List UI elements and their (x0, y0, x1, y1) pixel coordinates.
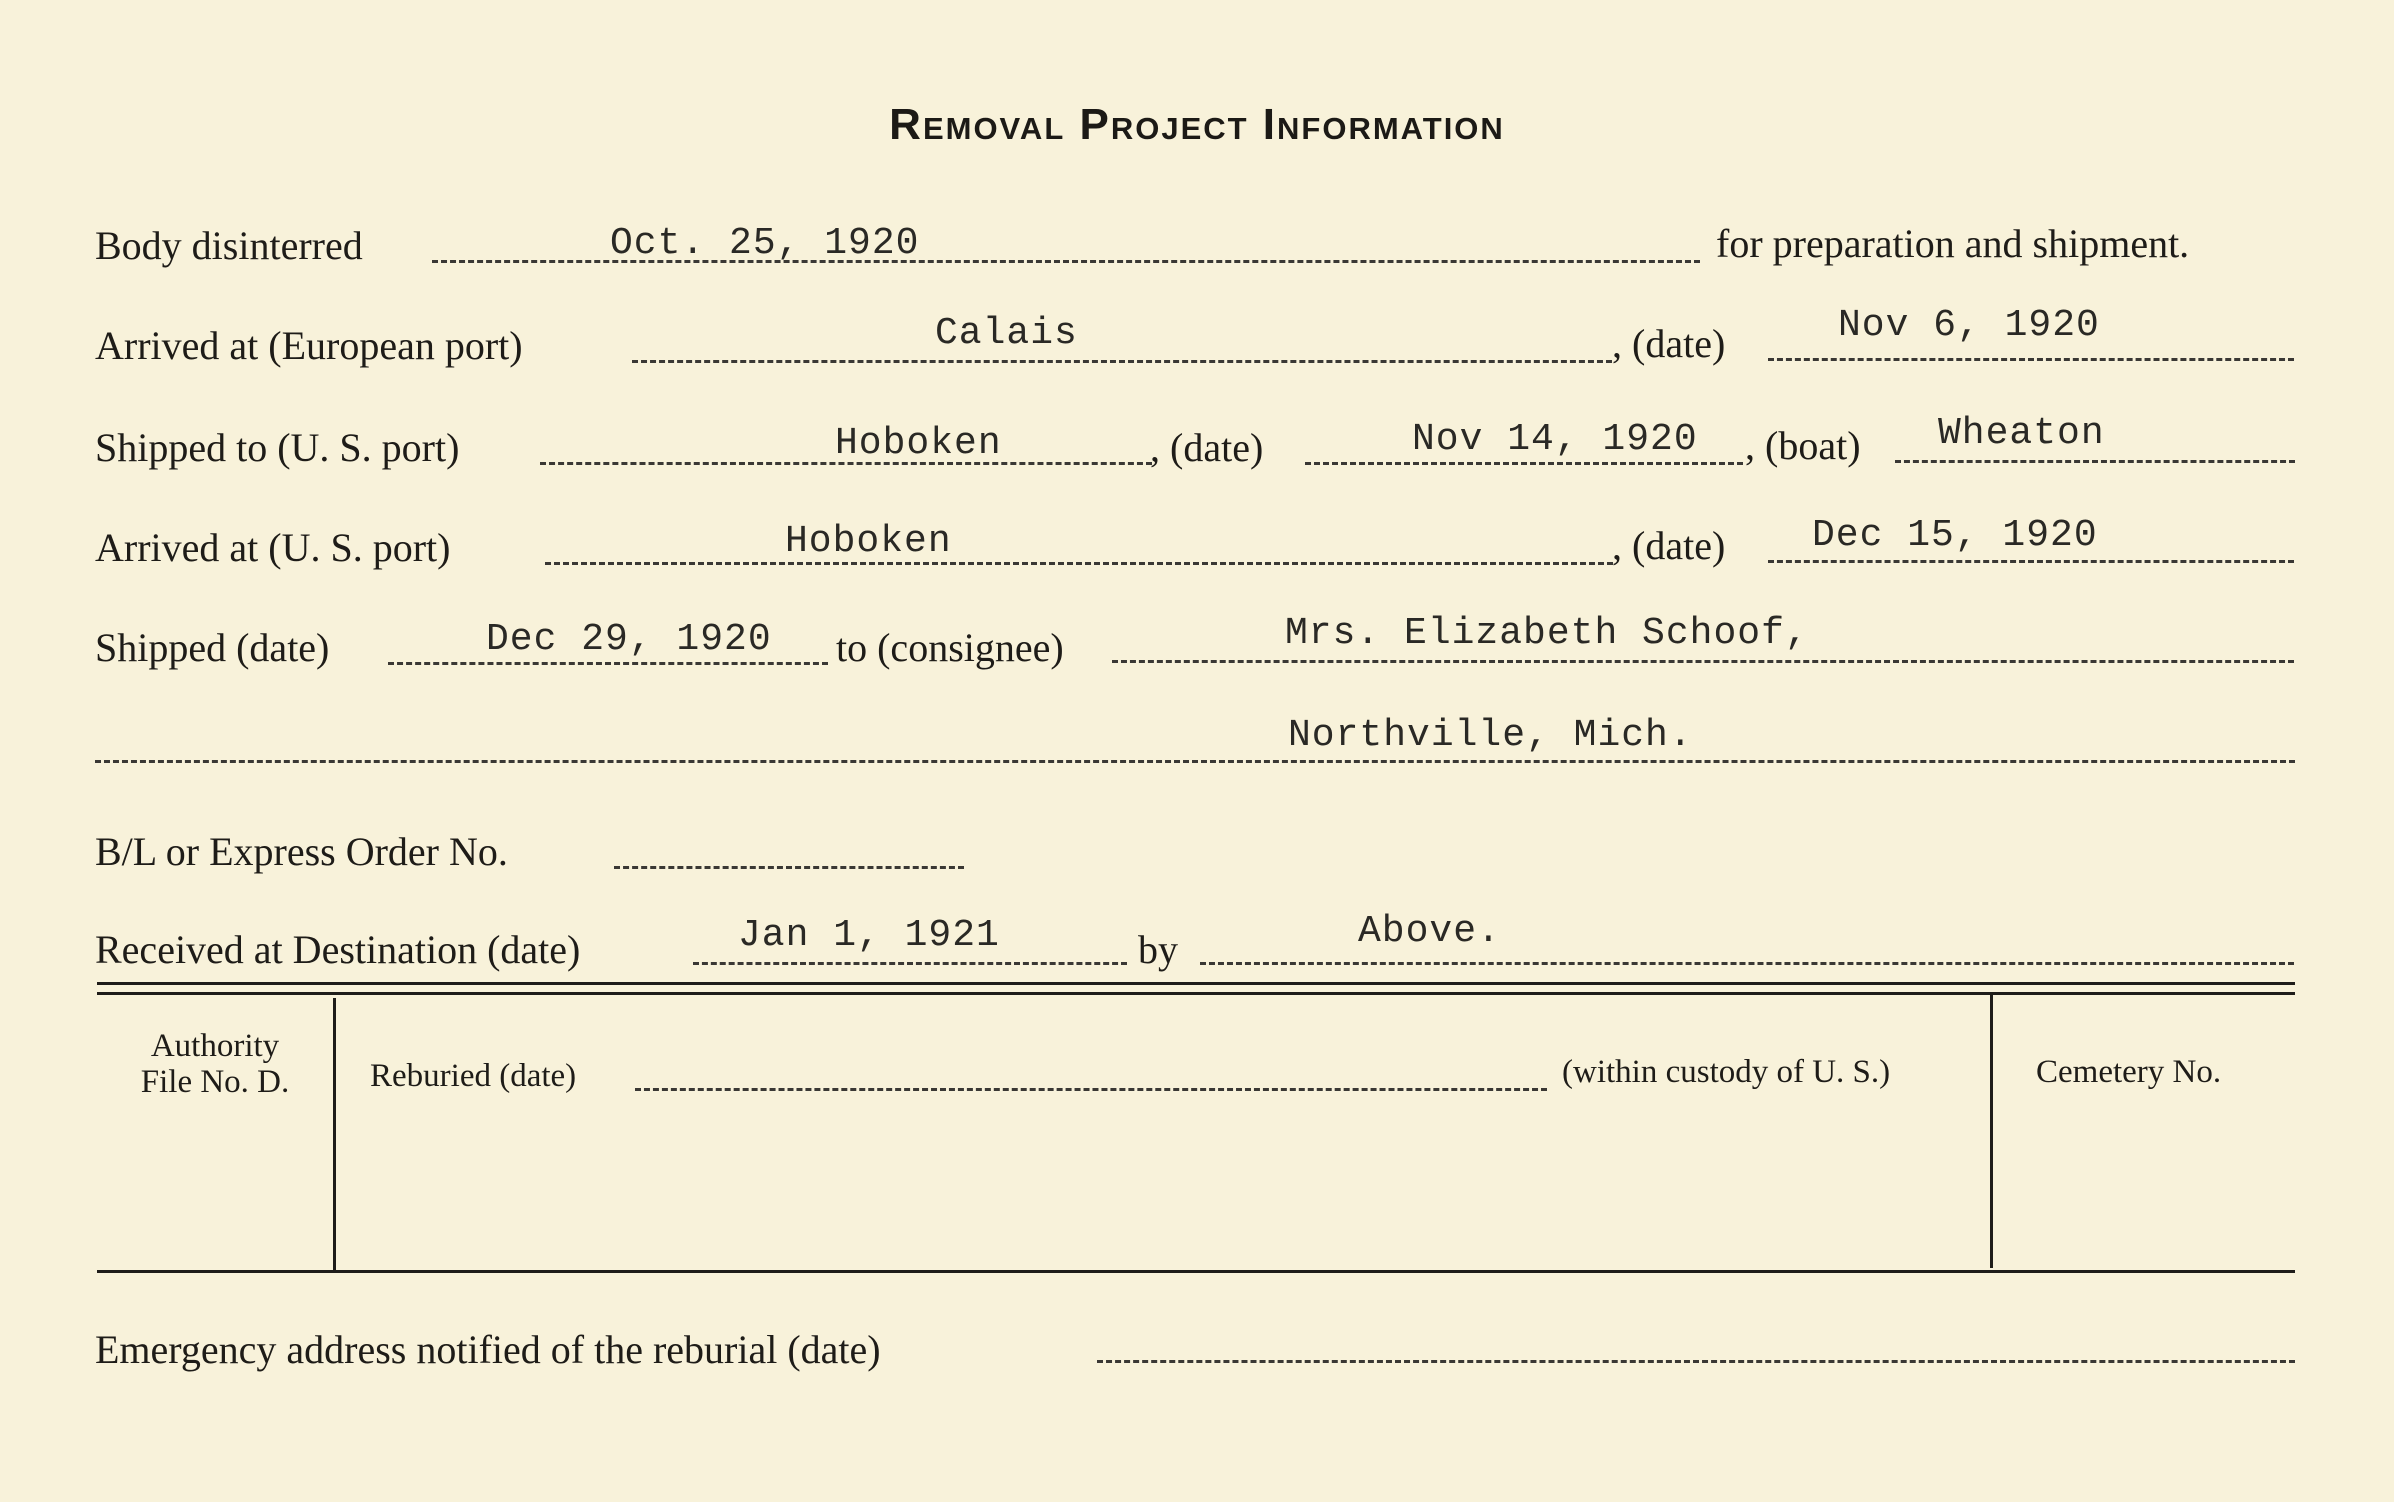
emergency-address-label: Emergency address notified of the reburial (date) (95, 1327, 881, 1372)
authority-file-label (97, 1028, 333, 1100)
shipped-to-us-port-value: Hoboken (835, 422, 1002, 465)
authority-line-2: File No. D. (140, 1064, 290, 1100)
reburied-date-label: Reburied (date) (370, 1058, 577, 1094)
shipped-date-value: Nov 14, 1920 (1412, 418, 1698, 461)
european-port-date-label: , (date) (1612, 321, 1726, 366)
custody-label: (within custody of U. S.) (1562, 1054, 1891, 1090)
bl-express-order-line (614, 866, 964, 869)
body-disinterred-value: Oct. 25, 1920 (610, 222, 920, 265)
arrived-us-port-line (545, 562, 1613, 565)
cemetery-no-label: Cemetery No. (2036, 1054, 2222, 1090)
arrived-us-date-label: , (date) (1612, 523, 1726, 568)
emergency-address-line (1097, 1360, 2295, 1363)
european-port-date-value: Nov 6, 1920 (1838, 304, 2100, 347)
preparation-shipment-label: for preparation and shipment. (1716, 221, 2190, 266)
european-port-line (632, 360, 1612, 363)
shipped-date-label: , (date) (1150, 425, 1264, 470)
table-bottom-rule (97, 1270, 2295, 1273)
arrived-us-date-line (1768, 560, 2294, 563)
received-destination-label: Received at Destination (date) (95, 927, 581, 972)
authority-line-1: Authority (150, 1028, 280, 1064)
address-line (95, 760, 2295, 763)
received-by-line (1200, 962, 2294, 965)
european-port-label: Arrived at (European port) (95, 323, 523, 368)
table-divider-right (1990, 994, 1993, 1268)
boat-line (1895, 460, 2295, 463)
shipped-date-row-label: Shipped (date) (95, 625, 330, 670)
consignee-label: to (consignee) (836, 625, 1064, 670)
consignee-line (1112, 660, 2294, 663)
body-disinterred-label: Body disinterred (95, 223, 363, 268)
table-top-rule-2 (97, 992, 2295, 995)
reburied-date-line (635, 1088, 1547, 1091)
received-by-label: by (1138, 927, 1178, 972)
european-port-value: Calais (935, 312, 1078, 355)
card-title: Removal Project Information (889, 100, 1505, 149)
shipped-to-us-port-label: Shipped to (U. S. port) (95, 425, 460, 470)
arrived-us-port-label: Arrived at (U. S. port) (95, 525, 451, 570)
consignee-value: Mrs. Elizabeth Schoof, (1285, 612, 1809, 655)
consignee-address-value: Northville, Mich. (1288, 714, 1693, 757)
shipped-date-line (1305, 462, 1743, 465)
received-destination-value: Jan 1, 1921 (738, 914, 1000, 957)
shipped-date-row-value: Dec 29, 1920 (486, 618, 772, 661)
boat-value: Wheaton (1938, 412, 2105, 455)
received-by-value: Above. (1358, 910, 1501, 953)
shipped-date-row-line (388, 662, 828, 665)
table-divider-left (333, 998, 336, 1273)
bl-express-order-label: B/L or Express Order No. (95, 829, 508, 874)
boat-label: , (boat) (1745, 423, 1861, 468)
arrived-us-date-value: Dec 15, 1920 (1812, 514, 2098, 557)
arrived-us-port-value: Hoboken (785, 520, 952, 563)
received-destination-line (693, 962, 1127, 965)
european-port-date-line (1768, 358, 2294, 361)
table-top-rule-1 (97, 982, 2295, 985)
